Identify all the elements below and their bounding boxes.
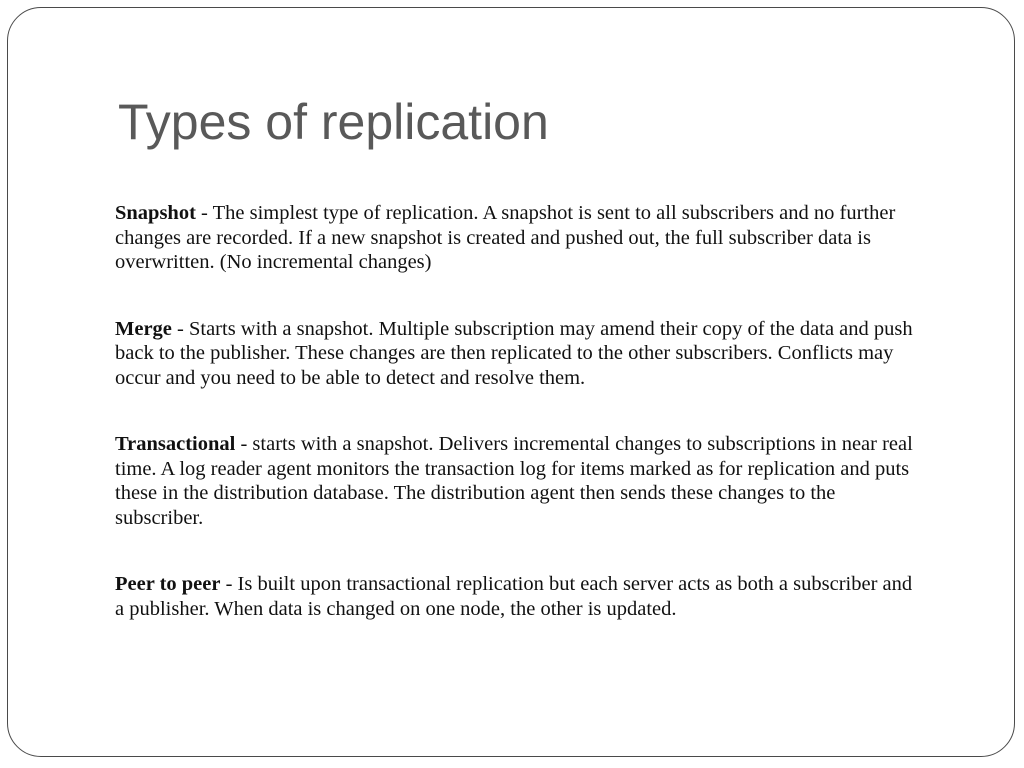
term-peer-to-peer: Peer to peer: [115, 573, 221, 595]
slide-frame: [7, 7, 1015, 757]
description-merge: - Starts with a snapshot. Multiple subscription may amend their copy of the data and push back to the publisher. These changes are then replicated to the other subscribers. Conflicts may occur and you need to be able to detect and resolve them.: [115, 317, 913, 389]
slide-body: [115, 201, 920, 621]
replication-type-merge: [115, 317, 920, 391]
replication-type-transactional: [115, 432, 920, 530]
term-transactional: Transactional: [115, 433, 236, 455]
description-transactional: - starts with a snapshot. Delivers incremental changes to subscriptions in near real time. A log reader agent monitors the transaction log for items marked as for replication and puts these in the distribution database. The distribution agent then sends these changes to the subscriber.: [115, 433, 913, 529]
term-snapshot: Snapshot: [115, 202, 196, 224]
description-snapshot: - The simplest type of replication. A snapshot is sent to all subscribers and no further changes are recorded. If a new snapshot is created and pushed out, the full subscriber data is overwritten. (No incremental changes): [115, 202, 896, 273]
term-merge: Merge: [115, 317, 172, 340]
replication-type-snapshot: [115, 201, 920, 275]
slide-title: Types of replication: [118, 94, 549, 150]
description-peer-to-peer: - Is built upon transactional replication but each server acts as both a subscriber and a publisher. When data is changed on one node, the other is updated.: [115, 573, 913, 620]
replication-type-peer-to-peer: [115, 572, 920, 621]
